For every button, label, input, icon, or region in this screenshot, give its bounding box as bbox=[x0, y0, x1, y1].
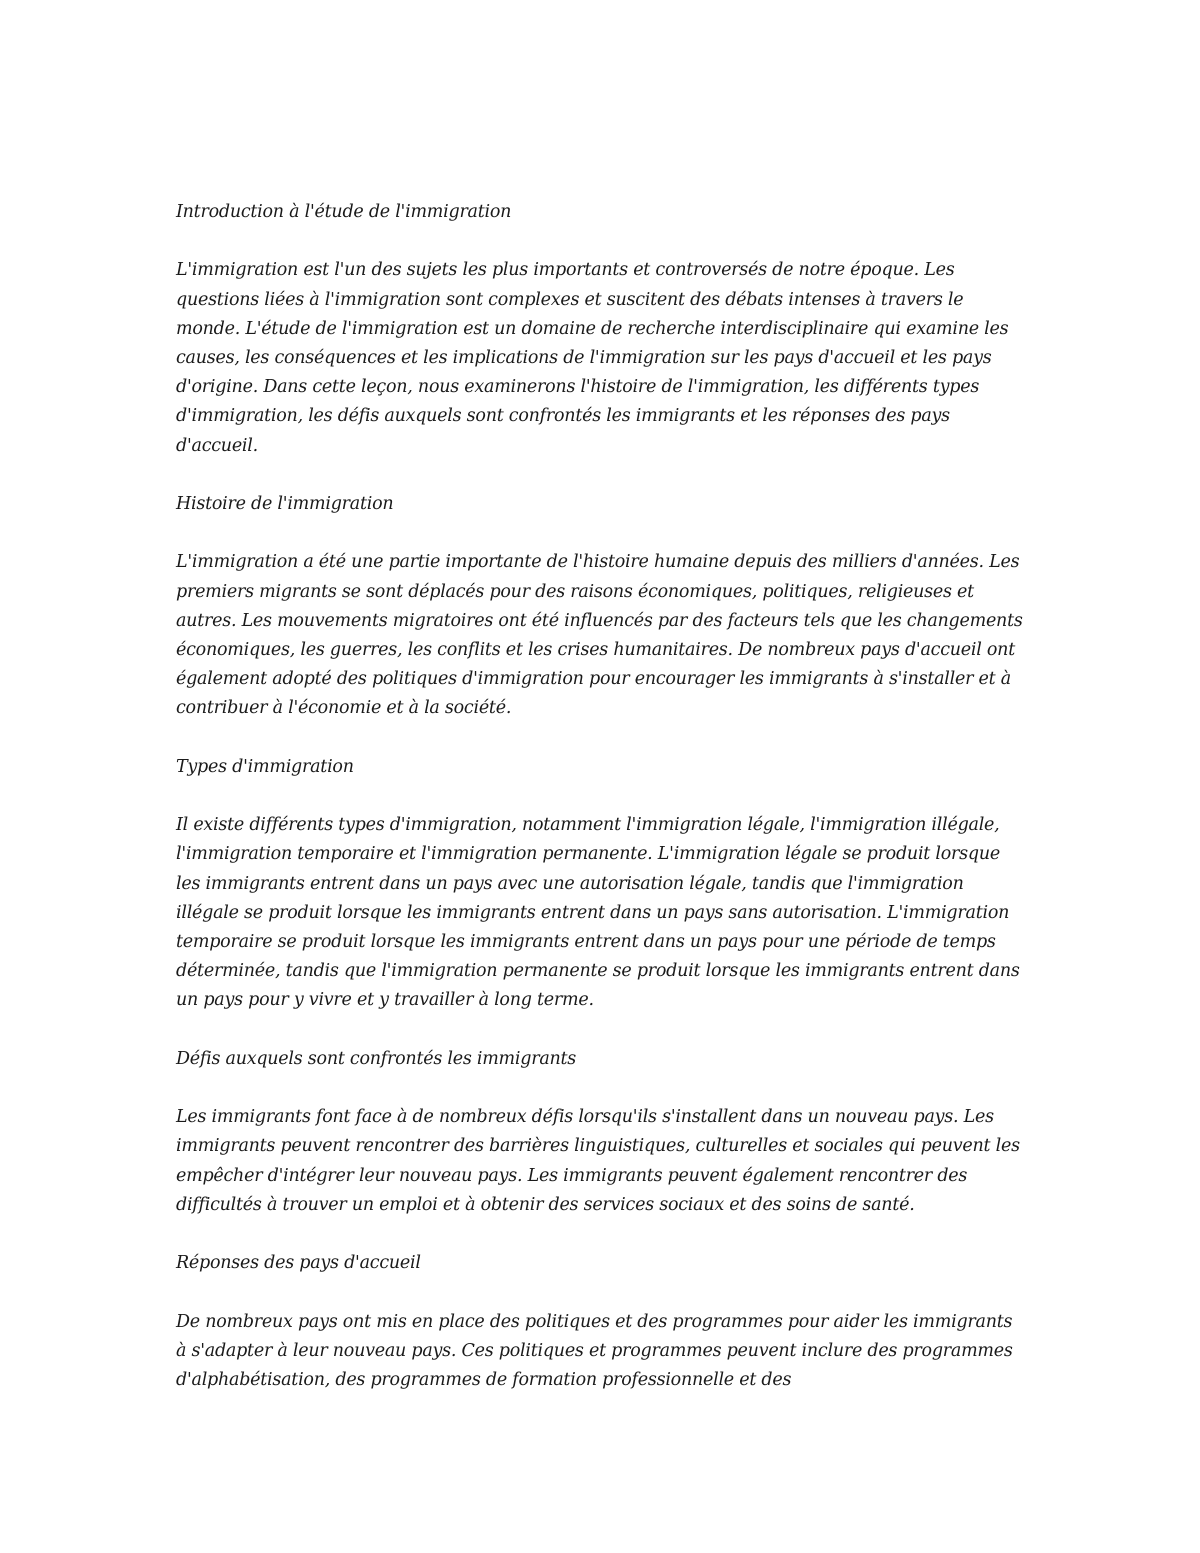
document-body bbox=[176, 198, 1026, 1424]
section-heading-histoire: Histoire de l'immigration bbox=[176, 494, 394, 514]
section-paragraph-types: Il existe différents types d'immigration, notamment l'immigration légale, l'immigration illégale, l'immigration temporaire et l'immigration permanente. L'immigration légale se produit lorsque les immigrants entrent dans un pays avec une autorisation légale, tandis que l'immigration illégale se produit lorsque les immigrants entrent dans un pays sans autorisation. L'immigration temporaire se produit lorsque les immigrants entrent dans un pays pour une période de temps déterminée, tandis que l'immigration permanente se produit lorsque les immigrants entrent dans un pays pour y vivre et y travailler à long terme. bbox=[176, 815, 1020, 1011]
section-paragraph-introduction: L'immigration est l'un des sujets les plus importants et controversés de notre époque. Les questions liées à l'immigration sont complexes et suscitent des débats intenses à travers le monde. L'étude de l'immigration est un domaine de recherche interdisciplinaire qui examine les causes, les conséquences et les implications de l'immigration sur les pays d'accueil et les pays d'origine. Dans cette leçon, nous examinerons l'histoire de l'immigration, les différents types d'immigration, les défis auxquels sont confrontés les immigrants et les réponses des pays d'accueil. bbox=[176, 260, 1009, 456]
section-heading-defis: Défis auxquels sont confrontés les immigrants bbox=[176, 1048, 577, 1069]
section-paragraph-reponses: De nombreux pays ont mis en place des politiques et des programmes pour aider les immigrants à s'adapter à leur nouveau pays. Ces politiques et programmes peuvent inclure des programmes d'alphabétisation, des programmes de formation professionnelle et des bbox=[176, 1311, 1013, 1390]
section-paragraph-defis: Les immigrants font face à de nombreux défis lorsqu'ils s'installent dans un nouveau pays. Les immigrants peuvent rencontrer des barrières linguistiques, culturelles et sociales qui peuvent les empêcher d'intégrer leur nouveau pays. Les immigrants peuvent également rencontrer des difficultés à trouver un emploi et à obtenir des services sociaux et des soins de santé. bbox=[176, 1107, 1020, 1215]
section-paragraph-histoire: L'immigration a été une partie importante de l'histoire humaine depuis des milliers d'années. Les premiers migrants se sont déplacés pour des raisons économiques, politiques, religieuses et autres. Les mouvements migratoires ont été influencés par des facteurs tels que les changements économiques, les guerres, les conflits et les crises humanitaires. De nombreux pays d'accueil ont également adopté des politiques d'immigration pour encourager les immigrants à s'installer et à contribuer à l'économie et à la société. bbox=[176, 552, 1023, 719]
section-heading-introduction: Introduction à l'étude de l'immigration bbox=[176, 202, 512, 222]
section-heading-reponses: Réponses des pays d'accueil bbox=[176, 1253, 421, 1274]
section-heading-types: Types d'immigration bbox=[176, 756, 354, 777]
